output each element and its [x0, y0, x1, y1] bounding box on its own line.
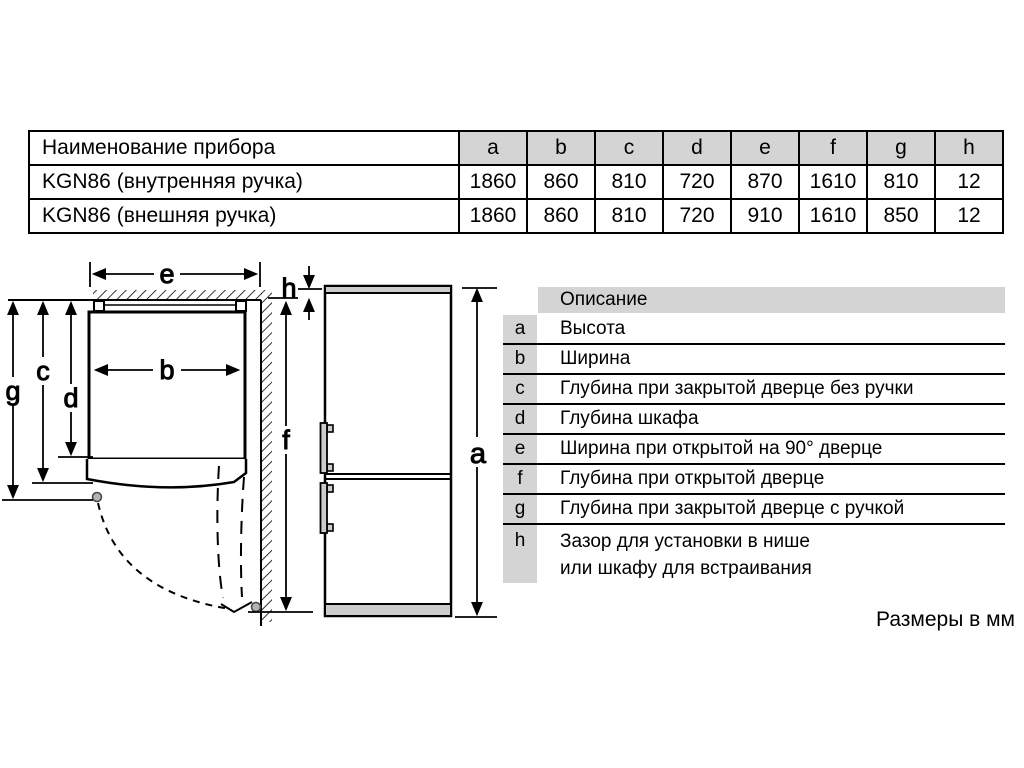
legend-description: Глубина при открытой дверце	[560, 468, 825, 490]
dimension-a	[455, 288, 497, 617]
legend-key: d	[503, 405, 537, 433]
front-view-drawing	[321, 286, 498, 617]
legend-table	[503, 287, 1005, 583]
dimension-value-cell: 720	[663, 199, 731, 233]
dimension-value-cell: 810	[595, 199, 663, 233]
dimension-value-cell: 860	[527, 165, 595, 199]
dimension-e	[90, 259, 260, 289]
col-header-a: a	[459, 131, 527, 165]
legend-row	[503, 435, 1005, 465]
legend-description: Высота	[560, 318, 626, 340]
col-header-c: c	[595, 131, 663, 165]
units-note: Размеры в мм	[876, 608, 1015, 631]
dimension-label-a: a	[469, 438, 487, 470]
legend-row	[503, 495, 1005, 525]
col-header-b: b	[527, 131, 595, 165]
legend-key: g	[503, 495, 537, 523]
door-hinge-point	[93, 493, 102, 502]
col-header-d: d	[663, 131, 731, 165]
legend-description: Глубина при закрытой дверце с ручкой	[560, 498, 905, 520]
legend-row	[503, 345, 1005, 375]
dimension-label-f: f	[282, 425, 290, 455]
col-header-e: e	[731, 131, 799, 165]
dimension-value-cell: 1610	[799, 199, 867, 233]
fridge-front-body	[325, 286, 451, 616]
dimension-value-cell: 810	[867, 165, 935, 199]
dimension-label-g: g	[5, 376, 21, 406]
legend-key: c	[503, 375, 537, 403]
dimension-value-cell: 720	[663, 165, 731, 199]
dimension-value-cell: 870	[731, 165, 799, 199]
legend-description: Ширина	[560, 348, 631, 370]
model-name: KGN86 (внутренняя ручка)	[29, 165, 459, 199]
dimension-label-d: d	[63, 383, 79, 413]
dimension-value-cell: 12	[935, 165, 1003, 199]
legend-description: Ширина при открытой на 90° дверце	[560, 438, 883, 460]
legend-header	[538, 287, 1005, 313]
dimension-value-cell: 850	[867, 199, 935, 233]
legend-row	[503, 465, 1005, 495]
dimension-f	[248, 303, 313, 612]
fridge-top-view-body	[87, 301, 246, 502]
dimension-value-cell: 12	[935, 199, 1003, 233]
model-name: KGN86 (внешняя ручка)	[29, 199, 459, 233]
door-closed-top-view	[87, 459, 246, 487]
door-hinge-point	[252, 603, 261, 612]
col-header-f: f	[799, 131, 867, 165]
legend-description: Глубина шкафа	[560, 408, 699, 430]
top-view-drawing	[2, 259, 322, 626]
dimension-value-cell: 810	[595, 165, 663, 199]
legend-description: Глубина при закрытой дверце без ручки	[560, 378, 914, 400]
dimension-value-cell: 1860	[459, 199, 527, 233]
col-header-h: h	[935, 131, 1003, 165]
door-open-outline	[241, 477, 244, 597]
dimension-value-cell: 860	[527, 199, 595, 233]
dimension-label-e: e	[159, 259, 175, 289]
fridge-top-panel	[325, 286, 451, 293]
legend-description-line1: Зазор для установки в нише	[560, 531, 810, 552]
legend-key: b	[503, 345, 537, 373]
dimension-value-cell: 1610	[799, 165, 867, 199]
legend-row	[503, 525, 1005, 583]
legend-key: e	[503, 435, 537, 463]
legend-row	[503, 375, 1005, 405]
fridge-plinth	[325, 604, 451, 616]
legend-key: h	[503, 525, 537, 583]
legend-description-line2: или шкафу для встраивания	[560, 558, 812, 579]
wall-spacer	[236, 301, 246, 311]
door-swing-arc	[98, 503, 230, 609]
dimension-h	[268, 266, 322, 320]
wall-spacer	[94, 301, 104, 311]
legend-description	[537, 525, 812, 583]
table-name-header: Наименование прибора	[29, 131, 459, 165]
legend-key: a	[503, 315, 537, 343]
legend-key: f	[503, 465, 537, 493]
dimension-value-cell: 910	[731, 199, 799, 233]
dimension-label-c: c	[36, 356, 50, 386]
dimension-value-cell: 1860	[459, 165, 527, 199]
dimension-label-h: h	[281, 273, 297, 303]
legend-row	[503, 315, 1005, 345]
door-open-outline	[217, 466, 223, 598]
dimension-label-b: b	[159, 355, 175, 385]
col-header-g: g	[867, 131, 935, 165]
legend-row	[503, 405, 1005, 435]
legend-header-label: Описание	[560, 289, 648, 311]
